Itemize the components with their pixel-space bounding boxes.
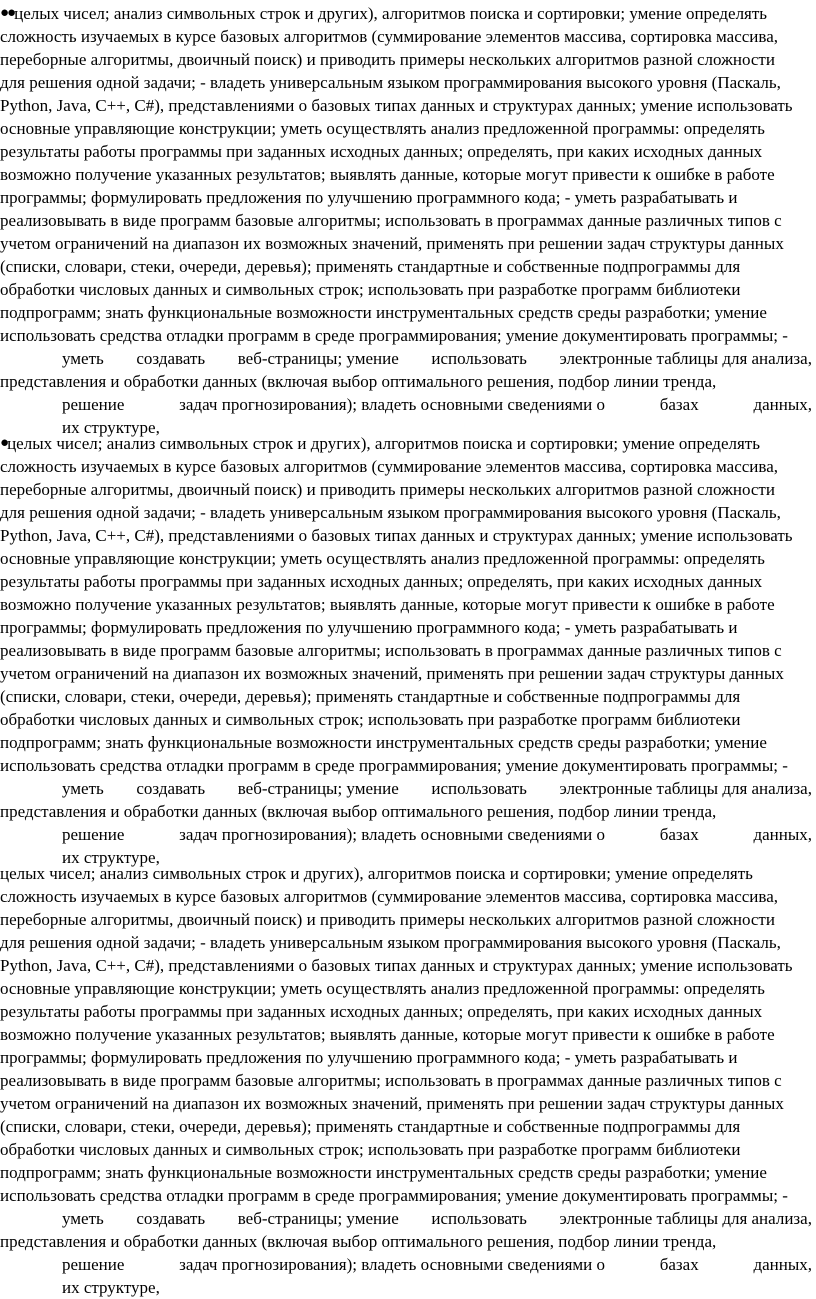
line-fragment: использовать bbox=[431, 349, 527, 368]
paragraph-line-11: учетом ограничений на диапазон их возможных значений, применять при решении задач структуры данных bbox=[0, 234, 784, 253]
paragraph-line-5: Python, Java, C++, C#), представлениями о базовых типах данных и структурах данных; умение использовать bbox=[0, 956, 793, 975]
paragraph-line-13: обработки числовых данных и символьных строк; использовать при разработке программ библиотеки bbox=[0, 1140, 741, 1159]
line-fragment: создавать bbox=[136, 779, 206, 798]
paragraph-line-14: подпрограмм; знать функциональные возможности инструментальных средств среды разработки; умение bbox=[0, 733, 767, 752]
paragraph-line-10: реализовывать в виде программ базовые алгоритмы; использовать в программах данные различных типов с bbox=[0, 641, 782, 660]
bullet-marker: ● bbox=[0, 435, 8, 451]
line-fragment: задач прогнозирования); владеть основными сведениями о bbox=[179, 395, 605, 414]
line-fragment: задач прогнозирования); владеть основными сведениями о bbox=[179, 825, 605, 844]
line-fragment: данных, bbox=[753, 1255, 812, 1274]
paragraph-line-6: основные управляющие конструкции; уметь осуществлять анализ предложенной программы: определять bbox=[0, 979, 765, 998]
paragraph-line-18 bbox=[62, 1253, 812, 1276]
line-fragment: уметь bbox=[62, 1209, 104, 1228]
paragraph-line-15: использовать средства отладки программ в среде программирования; умение документировать программы; - bbox=[0, 1186, 788, 1205]
paragraph-line-12: (списки, словари, стеки, очереди, деревья); применять стандартные и собственные подпрограммы для bbox=[0, 257, 741, 276]
paragraph-line-7: результаты работы программы при заданных исходных данных; определять, при каких исходных данных bbox=[0, 572, 763, 591]
paragraph-line-1 bbox=[0, 862, 753, 885]
line-fragment: данных, bbox=[753, 395, 812, 414]
line-text: целых чисел; анализ символьных строк и других), алгоритмов поиска и сортировки; умение определять bbox=[7, 434, 760, 453]
paragraph-line-12: (списки, словари, стеки, очереди, деревья); применять стандартные и собственные подпрограммы для bbox=[0, 687, 741, 706]
paragraph-line-3: переборные алгоритмы, двоичный поиск) и приводить примеры нескольких алгоритмов разной сложности bbox=[0, 910, 775, 929]
paragraph-line-9: программы; формулировать предложения по улучшению программного кода; - уметь разрабатывать и bbox=[0, 618, 738, 637]
paragraph-line-4: для решения одной задачи; - владеть универсальным языком программирования высокого уровня (Паскаль, bbox=[0, 73, 781, 92]
line-fragment: создавать bbox=[136, 349, 206, 368]
line-fragment: решение bbox=[62, 395, 125, 414]
paragraph-line-14: подпрограмм; знать функциональные возможности инструментальных средств среды разработки; умение bbox=[0, 303, 767, 322]
line-text: целых чисел; анализ символьных строк и других), алгоритмов поиска и сортировки; умение определять bbox=[0, 864, 753, 883]
line-fragment: задач прогнозирования); владеть основными сведениями о bbox=[179, 1255, 605, 1274]
paragraph-line-8: возможно получение указанных результатов; выявлять данные, которые могут привести к ошибке в работе bbox=[0, 165, 775, 184]
paragraph-line-1 bbox=[0, 432, 760, 455]
line-fragment: создавать bbox=[136, 1209, 206, 1228]
paragraph-line-16 bbox=[62, 1207, 812, 1230]
line-fragment: электронные таблицы для анализа, bbox=[559, 779, 812, 798]
paragraph-line-9: программы; формулировать предложения по улучшению программного кода; - уметь разрабатывать и bbox=[0, 1048, 738, 1067]
line-fragment: уметь bbox=[62, 349, 104, 368]
line-fragment: базах bbox=[659, 1255, 699, 1274]
line-fragment: веб-страницы; умение bbox=[237, 779, 399, 798]
paragraph-line-17: представления и обработки данных (включая выбор оптимального решения, подбор линии тренда, bbox=[0, 372, 717, 391]
paragraph-line-7: результаты работы программы при заданных исходных данных; определять, при каких исходных данных bbox=[0, 142, 763, 161]
line-fragment: веб-страницы; умение bbox=[237, 349, 399, 368]
paragraph-line-3: переборные алгоритмы, двоичный поиск) и приводить примеры нескольких алгоритмов разной сложности bbox=[0, 50, 775, 69]
paragraph-line-18 bbox=[62, 393, 812, 416]
paragraph-line-6: основные управляющие конструкции; уметь осуществлять анализ предложенной программы: определять bbox=[0, 549, 765, 568]
paragraph-line-3: переборные алгоритмы, двоичный поиск) и приводить примеры нескольких алгоритмов разной сложности bbox=[0, 480, 775, 499]
paragraph-line-15: использовать средства отладки программ в среде программирования; умение документировать программы; - bbox=[0, 326, 788, 345]
line-fragment: веб-страницы; умение bbox=[237, 1209, 399, 1228]
paragraph-line-18 bbox=[62, 823, 812, 846]
paragraph-line-11: учетом ограничений на диапазон их возможных значений, применять при решении задач структуры данных bbox=[0, 664, 784, 683]
paragraph-line-17: представления и обработки данных (включая выбор оптимального решения, подбор линии тренда, bbox=[0, 1232, 717, 1251]
paragraph-line-5: Python, Java, C++, C#), представлениями о базовых типах данных и структурах данных; умение использовать bbox=[0, 526, 793, 545]
paragraph-line-9: программы; формулировать предложения по улучшению программного кода; - уметь разрабатывать и bbox=[0, 188, 738, 207]
paragraph-line-2: сложность изучаемых в курсе базовых алгоритмов (суммирование элементов массива, сортировка массива, bbox=[0, 887, 778, 906]
paragraph-line-5: Python, Java, C++, C#), представлениями о базовых типах данных и структурах данных; умение использовать bbox=[0, 96, 793, 115]
line-text: целых чисел; анализ символьных строк и других), алгоритмов поиска и сортировки; умение определять bbox=[14, 4, 768, 23]
paragraph-line-6: основные управляющие конструкции; уметь осуществлять анализ предложенной программы: определять bbox=[0, 119, 765, 138]
paragraph-line-2: сложность изучаемых в курсе базовых алгоритмов (суммирование элементов массива, сортировка массива, bbox=[0, 27, 778, 46]
paragraph-line-1 bbox=[0, 2, 767, 25]
paragraph-line-19: их структуре, bbox=[62, 1278, 160, 1297]
paragraph-line-15: использовать средства отладки программ в среде программирования; умение документировать программы; - bbox=[0, 756, 788, 775]
paragraph-line-7: результаты работы программы при заданных исходных данных; определять, при каких исходных данных bbox=[0, 1002, 763, 1021]
line-fragment: базах bbox=[659, 395, 699, 414]
paragraph-line-14: подпрограмм; знать функциональные возможности инструментальных средств среды разработки; умение bbox=[0, 1163, 767, 1182]
paragraph-line-19: их структуре, bbox=[62, 848, 160, 867]
paragraph-line-8: возможно получение указанных результатов; выявлять данные, которые могут привести к ошибке в работе bbox=[0, 1025, 775, 1044]
paragraph-line-12: (списки, словари, стеки, очереди, деревья); применять стандартные и собственные подпрограммы для bbox=[0, 1117, 741, 1136]
paragraph-line-16 bbox=[62, 777, 812, 800]
line-fragment: использовать bbox=[431, 779, 527, 798]
paragraph-line-11: учетом ограничений на диапазон их возможных значений, применять при решении задач структуры данных bbox=[0, 1094, 784, 1113]
line-fragment: электронные таблицы для анализа, bbox=[559, 349, 812, 368]
paragraph-line-8: возможно получение указанных результатов; выявлять данные, которые могут привести к ошибке в работе bbox=[0, 595, 775, 614]
paragraph-line-2: сложность изучаемых в курсе базовых алгоритмов (суммирование элементов массива, сортировка массива, bbox=[0, 457, 778, 476]
paragraph-line-13: обработки числовых данных и символьных строк; использовать при разработке программ библиотеки bbox=[0, 710, 741, 729]
paragraph-line-13: обработки числовых данных и символьных строк; использовать при разработке программ библиотеки bbox=[0, 280, 741, 299]
line-fragment: решение bbox=[62, 1255, 125, 1274]
paragraph-line-19: их структуре, bbox=[62, 418, 160, 437]
line-fragment: электронные таблицы для анализа, bbox=[559, 1209, 812, 1228]
line-fragment: использовать bbox=[431, 1209, 527, 1228]
line-fragment: базах bbox=[659, 825, 699, 844]
paragraph-line-17: представления и обработки данных (включая выбор оптимального решения, подбор линии тренда, bbox=[0, 802, 717, 821]
paragraph-line-4: для решения одной задачи; - владеть универсальным языком программирования высокого уровня (Паскаль, bbox=[0, 503, 781, 522]
line-fragment: данных, bbox=[753, 825, 812, 844]
paragraph-line-10: реализовывать в виде программ базовые алгоритмы; использовать в программах данные различных типов с bbox=[0, 1071, 782, 1090]
bullet-marker: ●● bbox=[0, 5, 15, 21]
paragraph-line-4: для решения одной задачи; - владеть универсальным языком программирования высокого уровня (Паскаль, bbox=[0, 933, 781, 952]
line-fragment: решение bbox=[62, 825, 125, 844]
paragraph-line-16 bbox=[62, 347, 812, 370]
line-fragment: уметь bbox=[62, 779, 104, 798]
paragraph-line-10: реализовывать в виде программ базовые алгоритмы; использовать в программах данные различных типов с bbox=[0, 211, 782, 230]
